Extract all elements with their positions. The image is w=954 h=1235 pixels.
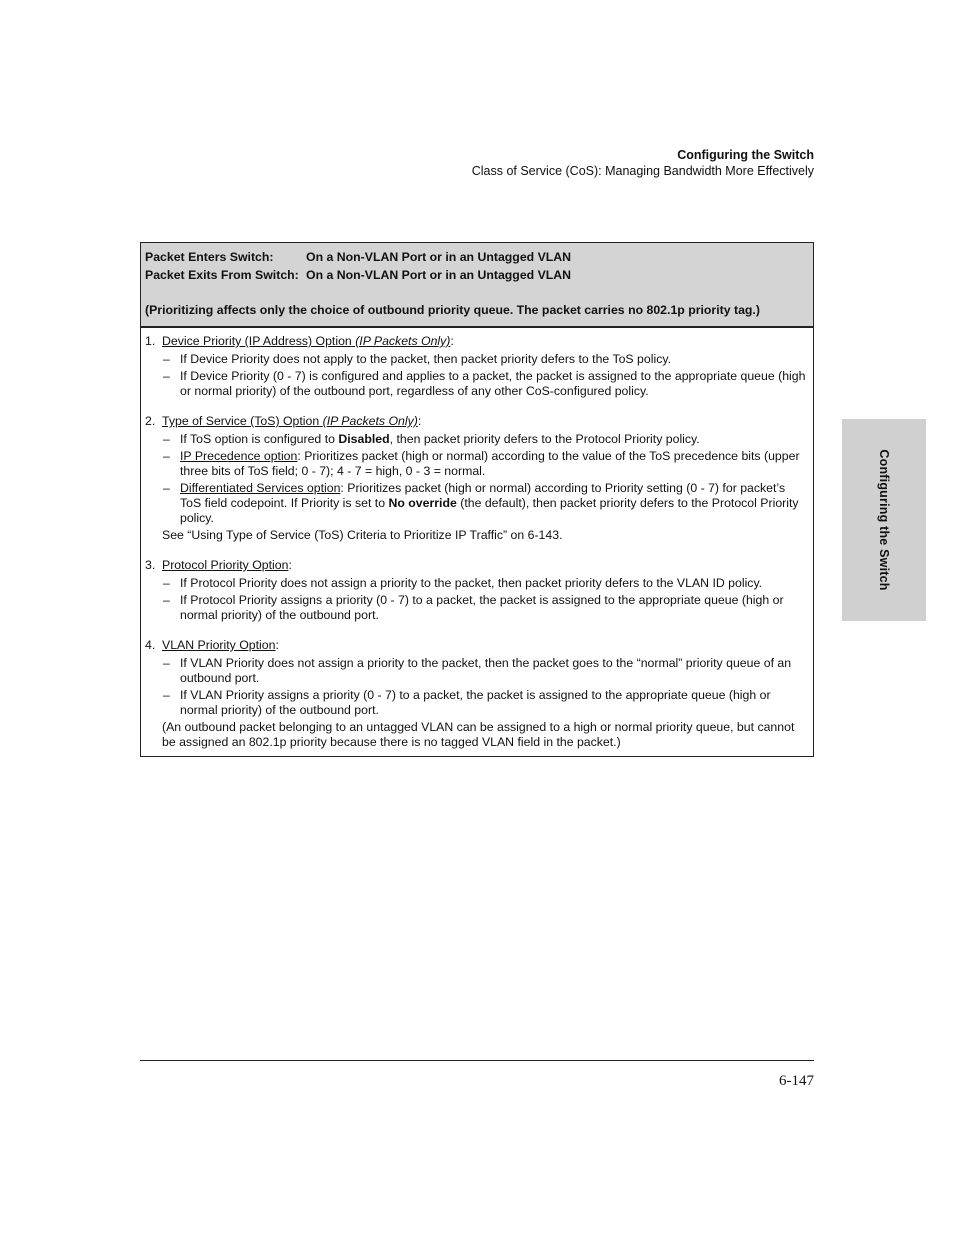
footer-rule: [140, 1060, 814, 1061]
bullet-text-part: If ToS option is configured to: [180, 432, 339, 446]
dash-marker: –: [163, 656, 170, 670]
bullet-text-part: : Prioritizes packet (high or normal) according to the value of the ToS precedence bits (upper three bits of ToS field; 0 - 7); 4 - 7 = high, 0 - 3 = normal.: [180, 449, 800, 478]
side-tab-label: Configuring the Switch: [877, 449, 891, 591]
bullet-text-part: (the default), then packet priority defers to the Protocol Priority policy.: [180, 496, 799, 525]
section-title: Class of Service (CoS): Managing Bandwidth More Effectively: [471, 164, 814, 178]
list-item: [145, 557, 807, 623]
bullet-text: If VLAN Priority does not assign a priority to the packet, then the packet goes to the “normal” priority queue of an outbound port.: [180, 656, 792, 685]
bullet-text: If Device Priority (0 - 7) is configured and applies to a packet, the packet is assigned to the appropriate queue (high or normal priority) of the outbound port, regardless of any other CoS-configured policy.: [180, 369, 806, 398]
bullet-text-part: , then packet priority defers to the Protocol Priority policy.: [389, 432, 700, 446]
bullet: [145, 656, 807, 686]
list-item: [145, 333, 807, 399]
dash-marker: –: [163, 481, 170, 495]
item-title: [145, 637, 807, 654]
item-colon: :: [288, 558, 292, 572]
enters-label: Packet Enters Switch:: [145, 249, 274, 264]
ip-precedence-term: IP Precedence option: [180, 449, 298, 463]
running-head: [472, 147, 814, 179]
dash-marker: –: [163, 576, 170, 590]
priority-table: [140, 242, 814, 757]
item-colon: :: [450, 334, 454, 348]
bullet-bold: No override: [388, 496, 457, 510]
bullet-text-part: : Prioritizes packet (high or normal) according to Priority setting (0 - 7) for packet’s ToS field codepoint. If Priority is set to: [180, 481, 786, 510]
bullet: [145, 352, 807, 367]
item-title: [145, 333, 807, 350]
exits-value: On a Non-VLAN Port or in an Untagged VLAN: [306, 267, 572, 282]
exits-row: [145, 266, 807, 284]
item-title-text: Device Priority (IP Address) Option: [162, 334, 352, 348]
bullet-text: [180, 481, 807, 526]
item-title-text: Protocol Priority Option: [162, 558, 289, 572]
bullet-text: If Protocol Priority assigns a priority (0 - 7) to a packet, the packet is assigned to the appropriate queue (high or normal priority) of the outbound port.: [180, 593, 784, 622]
bullet: [145, 576, 807, 591]
item-colon: :: [417, 414, 422, 428]
exits-label: Packet Exits From Switch:: [145, 267, 299, 282]
bullet-bold: Disabled: [338, 432, 390, 446]
bullet-text: [180, 449, 807, 479]
enters-value: On a Non-VLAN Port or in an Untagged VLAN: [306, 249, 572, 264]
bullet: [145, 449, 807, 479]
bullet: [145, 369, 807, 399]
dash-marker: –: [163, 369, 170, 383]
item-number: 3.: [145, 558, 156, 572]
dash-marker: –: [163, 688, 170, 702]
item-number: 1.: [145, 334, 156, 348]
item-colon: :: [275, 638, 279, 652]
dash-marker: –: [163, 593, 170, 607]
page-number: 6-147: [779, 1073, 814, 1089]
list-item: [145, 413, 807, 543]
bullet-text: If Device Priority does not apply to the packet, then packet priority defers to the ToS policy.: [180, 352, 671, 366]
dash-marker: –: [163, 352, 170, 366]
item-title: [145, 413, 807, 430]
item-number: 2.: [145, 414, 156, 428]
side-tab: [842, 419, 926, 621]
header-note: (Prioritizing affects only the choice of outbound priority queue. The packet carries no 802.1p priority tag.): [145, 303, 760, 317]
dash-marker: –: [163, 449, 170, 463]
see-reference: See “Using Type of Service (ToS) Criteria to Prioritize IP Traffic” on 6-143.: [162, 528, 563, 542]
item-title-text: VLAN Priority Option: [162, 638, 276, 652]
item-qualifier: (IP Packets Only): [355, 334, 451, 348]
bullet: [145, 593, 807, 623]
bullet-text: [180, 432, 807, 447]
bullet: [145, 688, 807, 718]
enters-row: [145, 248, 807, 266]
bullet-text: If VLAN Priority assigns a priority (0 - 7) to a packet, the packet is assigned to the appropriate queue (high or normal priority) of the outbound port.: [180, 688, 771, 717]
untagged-vlan-note: (An outbound packet belonging to an untagged VLAN can be assigned to a high or normal priority queue, but cannot be assigned an 802.1p priority because there is no tagged VLAN field in the packet.): [162, 720, 795, 749]
item-number: 4.: [145, 638, 156, 652]
bullet-text: If Protocol Priority does not assign a priority to the packet, then packet priority defers to the VLAN ID policy.: [180, 576, 763, 590]
list-item: [145, 637, 807, 750]
bullet: [145, 481, 807, 526]
chapter-title: Configuring the Switch: [677, 148, 814, 162]
item-title-text: Type of Service (ToS) Option: [162, 414, 320, 428]
table-body: [141, 328, 813, 756]
table-header: [141, 243, 813, 328]
bullet: [145, 432, 807, 447]
item-title: [145, 557, 807, 574]
dash-marker: –: [163, 432, 170, 446]
item-qualifier: (IP Packets Only): [322, 414, 418, 428]
diffserv-term: Differentiated Services option: [180, 481, 341, 495]
